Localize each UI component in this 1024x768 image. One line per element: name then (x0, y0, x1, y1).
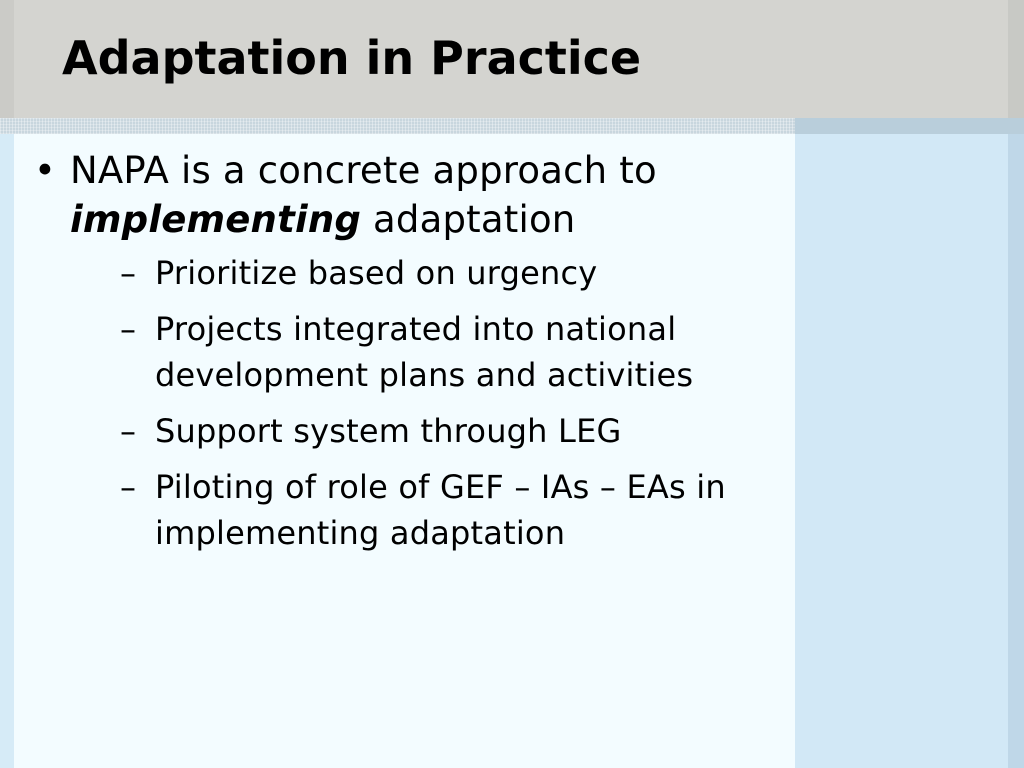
sub-bullet (70, 464, 820, 556)
sub-bullet-text: Projects integrated into national (155, 310, 677, 348)
textured-divider-band (0, 118, 795, 134)
left-edge-strip (0, 134, 14, 768)
sub-bullet-text: Support system through LEG (155, 412, 622, 450)
sub-bullet-text: Prioritize based on urgency (155, 254, 598, 292)
sub-bullet (70, 306, 820, 398)
sub-bullet-text-continued: development plans and activities (155, 356, 694, 394)
emphasis-text: implementing (70, 198, 362, 241)
sub-bullet-list (70, 250, 820, 556)
sub-bullet-text: Piloting of role of GEF – IAs – EAs in (155, 468, 726, 506)
dash-marker: – (120, 412, 137, 450)
sub-bullet-text-continued: implementing adaptation (155, 514, 566, 552)
sub-bullet (70, 408, 820, 454)
bullet-list (30, 146, 820, 566)
textured-divider-band-right (795, 118, 1024, 134)
title-band-left-edge (0, 0, 14, 118)
dash-marker: – (120, 468, 137, 506)
dash-marker: – (120, 254, 137, 292)
main-bullet (30, 146, 820, 556)
main-bullet-line-2 (70, 195, 820, 244)
main-bullet-line-2-rest: adaptation (361, 198, 576, 241)
dash-marker: – (120, 310, 137, 348)
bullet-marker: • (34, 149, 57, 192)
slide-title: Adaptation in Practice (62, 31, 642, 85)
sub-bullet (70, 250, 820, 296)
title-band-right-edge (1008, 0, 1024, 118)
main-bullet-line-1: NAPA is a concrete approach to (70, 149, 657, 192)
